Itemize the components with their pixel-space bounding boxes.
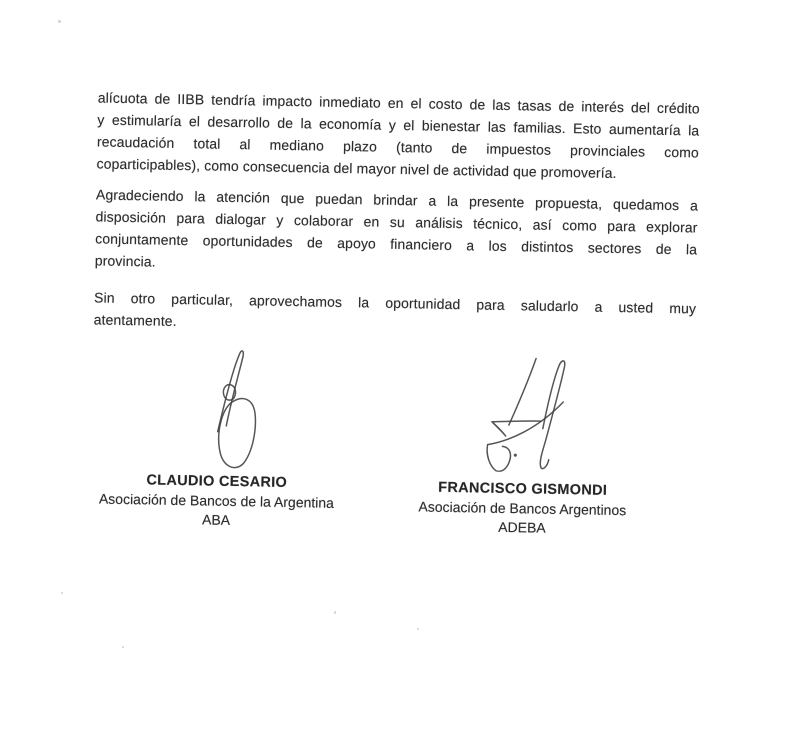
paragraph-3 <box>94 286 697 341</box>
signatory-name: CLAUDIO CESARIO <box>146 472 288 491</box>
text-line: provincia. <box>94 252 156 270</box>
scan-artifact <box>58 20 61 23</box>
signatory-organization: Asociación de Bancos de la Argentina <box>98 490 335 511</box>
text-line: Agradeciendo la atención que puedan brindar a la presente propuesta, quedamos a <box>95 186 699 214</box>
text-line: y estimularía el desarrollo de la economía y el bienestar las familias. Esto aumentaría la <box>97 111 700 139</box>
signatory-block-aba <box>91 470 342 532</box>
signature-row <box>90 338 696 554</box>
signature-claudio-cesario <box>205 345 269 472</box>
signature-francisco-gismondi <box>481 356 569 474</box>
text-line: alícuota de IIBB tendría impacto inmediato en el costo de las tasas de interés del crédito <box>97 89 700 117</box>
text-line: Sin otro particular, aprovechamos la oportunidad para saludarlo a usted muy <box>93 289 697 317</box>
scan-artifact <box>122 646 124 648</box>
scan-artifact <box>334 611 336 614</box>
text-line: disposición para dialogar y colaborar en su análisis técnico, así como para explorar <box>95 208 698 236</box>
paragraph-2 <box>95 183 699 282</box>
text-line: coparticipables), como consecuencia del mayor nivel de actividad que promovería. <box>96 155 617 181</box>
letter-body <box>90 86 700 554</box>
scan-artifact <box>417 628 419 630</box>
text-line: recaudación total al mediano plazo (tanto de impuestos provinciales como <box>96 133 700 161</box>
text-line: atentamente. <box>93 311 177 329</box>
signatory-block-adeba <box>397 478 648 540</box>
signatory-name: FRANCISCO GISMONDI <box>438 479 608 499</box>
signatory-acronym: ABA <box>201 511 231 528</box>
scan-artifact <box>61 592 63 594</box>
paragraph-1 <box>96 86 700 185</box>
signatory-acronym: ADEBA <box>498 518 546 536</box>
signatory-organization: Asociación de Bancos Argentinos <box>418 498 627 519</box>
text-line: conjuntamente oportunidades de apoyo financiero a los distintos sectores de la <box>95 230 698 258</box>
